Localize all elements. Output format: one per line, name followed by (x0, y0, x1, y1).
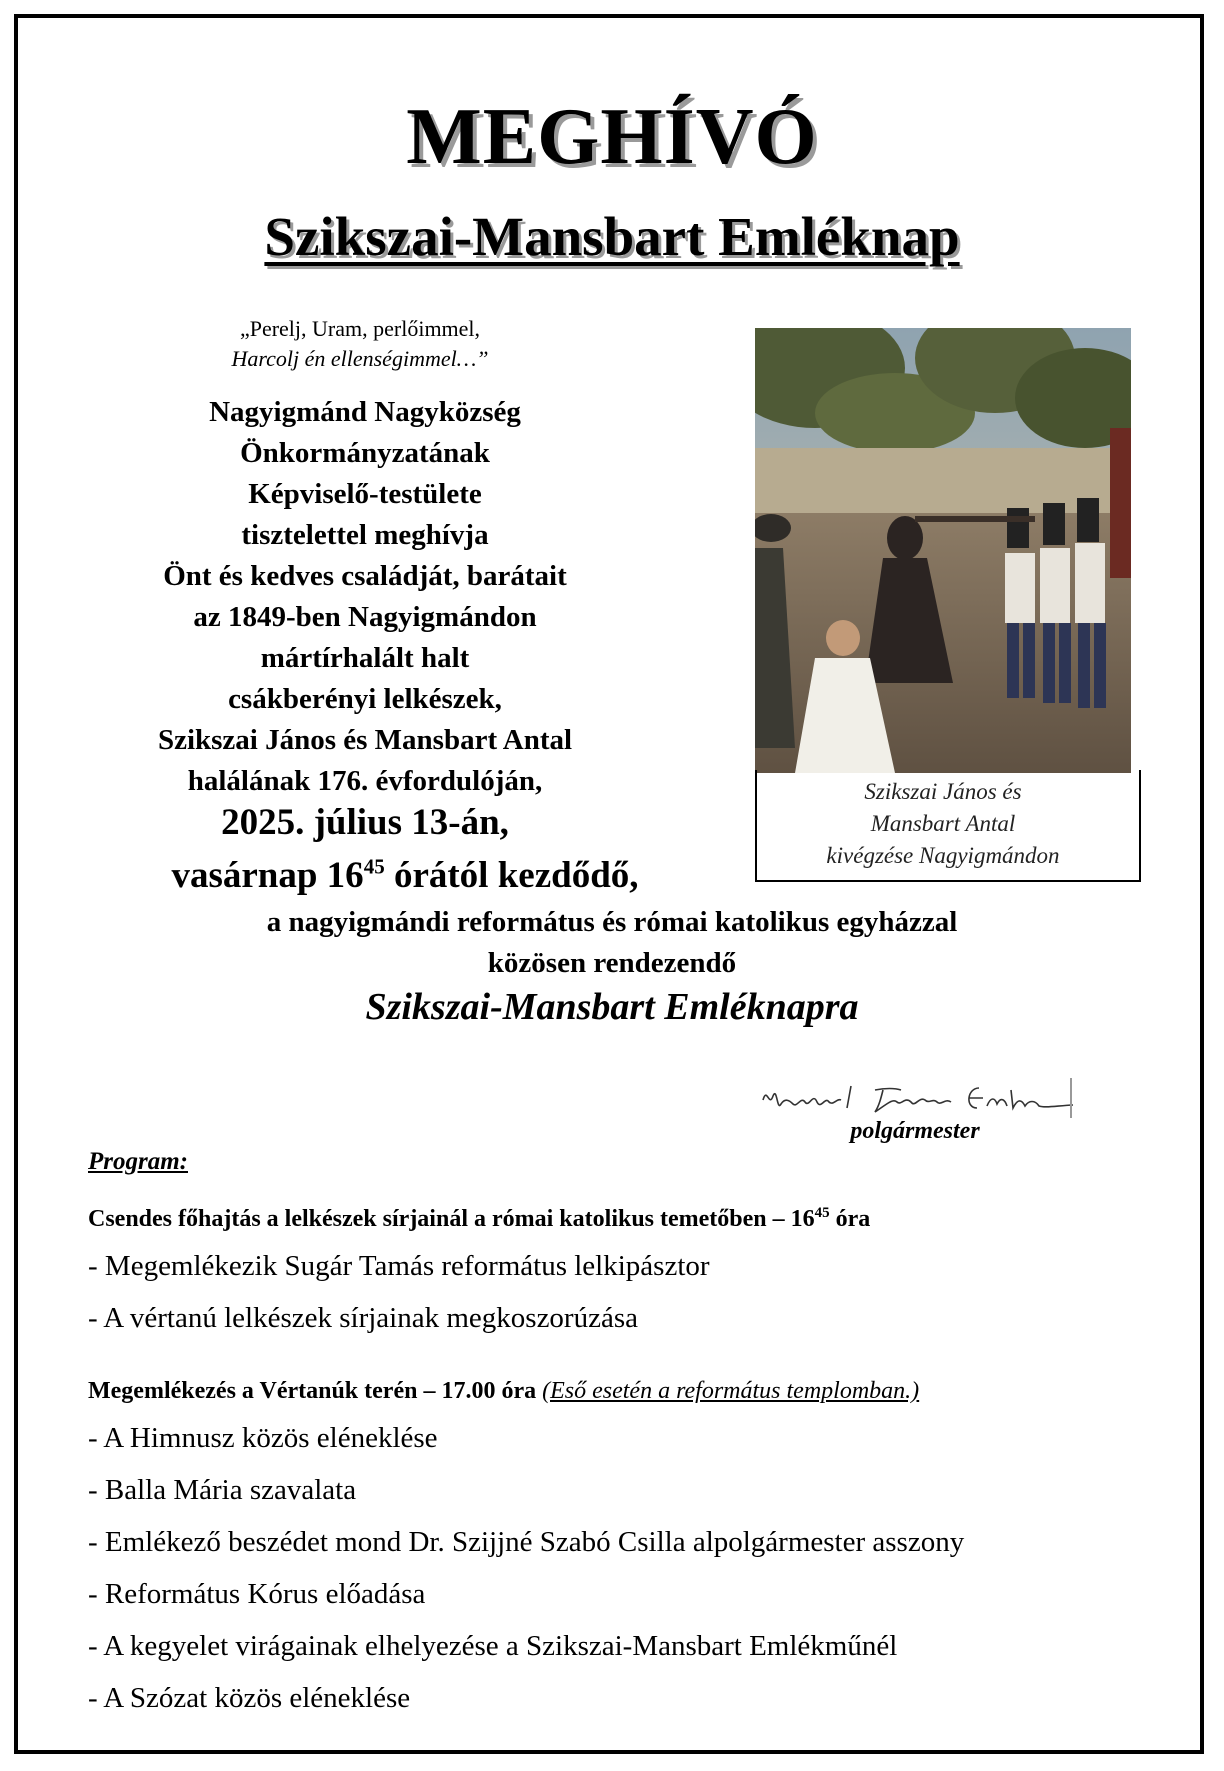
organizers-line-1: a nagyigmándi református és római katolikus egyházzal (266, 906, 958, 938)
program-section-2-title (88, 1378, 919, 1405)
invitation-line: az 1849-ben Nagyigmándon (193, 601, 537, 633)
page-title: MEGHÍVÓ (406, 93, 818, 181)
section-2-title-text: Megemlékezés a Vértanúk terén – 17.00 óra (88, 1378, 537, 1404)
event-date: 2025. július 13-án, (221, 802, 509, 843)
invitation-text (95, 392, 635, 802)
invitation-line: csákberényi lelkészek, (228, 683, 502, 715)
program-item: - Megemlékezik Sugár Tamás református lelkipásztor (88, 1250, 710, 1282)
rain-location-note: (Eső esetén a református templomban.) (542, 1378, 920, 1404)
invitation-line: Önt és kedves családját, barátait (163, 560, 567, 592)
event-name: Szikszai-Mansbart Emléknapra (365, 986, 859, 1028)
invitation-line: Önkormányzatának (240, 437, 490, 469)
program-section-1-title (88, 1206, 870, 1233)
event-day-time (80, 854, 730, 897)
caption-line: kivégzése Nagyigmándon (826, 843, 1060, 868)
execution-painting (755, 328, 1131, 773)
invitation-line: mártírhalált halt (260, 642, 470, 674)
signature-role: polgármester (850, 1118, 980, 1144)
invitation-line: tisztelettel meghívja (241, 519, 489, 551)
program-item: - A kegyelet virágainak elhelyezése a Szikszai-Mansbart Emlékműnél (88, 1630, 898, 1662)
invitation-line: Képviselő-testülete (248, 478, 482, 510)
invitation-line: Szikszai János és Mansbart Antal (157, 724, 573, 756)
program-heading: Program: (88, 1148, 188, 1175)
painting-illustration (755, 328, 1131, 773)
caption-line: Szikszai János és (864, 779, 1022, 804)
invitation-line: Nagyigmánd Nagyközség (209, 396, 521, 428)
quote-line-1: „Perelj, Uram, perlőimmel, (239, 316, 481, 341)
program-item: - Balla Mária szavalata (88, 1474, 357, 1506)
day-time-prefix: vasárnap 16 (171, 855, 364, 896)
day-time-suffix: órától kezdődő, (384, 855, 639, 896)
signature-divider (1070, 1078, 1072, 1118)
psalm-quote (150, 314, 570, 374)
section-1-title-text: Csendes főhajtás a lelkészek sírjainál a római katolikus temetőben – 16 (88, 1206, 815, 1232)
program-item: - Emlékező beszédet mond Dr. Szijjné Szabó Csilla alpolgármester asszony (88, 1526, 965, 1558)
time-minutes: 45 (363, 854, 385, 879)
page-subtitle: Szikszai-Mansbart Emléknap (264, 206, 960, 267)
section-1-time-minutes: 45 (814, 1205, 830, 1221)
image-caption (755, 776, 1131, 872)
program-item: - Református Kórus előadása (88, 1578, 426, 1610)
organizers-line-2: közösen rendezendő (487, 947, 737, 979)
quote-line-2: Harcolj én ellenségimmel…” (231, 346, 489, 371)
section-1-title-suffix: óra (829, 1206, 871, 1232)
program-item: - A Szózat közös eléneklése (88, 1682, 411, 1714)
organizers-text (100, 902, 1124, 984)
caption-line: Mansbart Antal (870, 811, 1016, 836)
mayor-signature (755, 1078, 1085, 1123)
program-item: - A Himnusz közös eléneklése (88, 1422, 438, 1454)
invitation-line: halálának 176. évfordulóján, (187, 765, 543, 797)
program-item: - A vértanú lelkészek sírjainak megkoszorúzása (88, 1302, 638, 1334)
